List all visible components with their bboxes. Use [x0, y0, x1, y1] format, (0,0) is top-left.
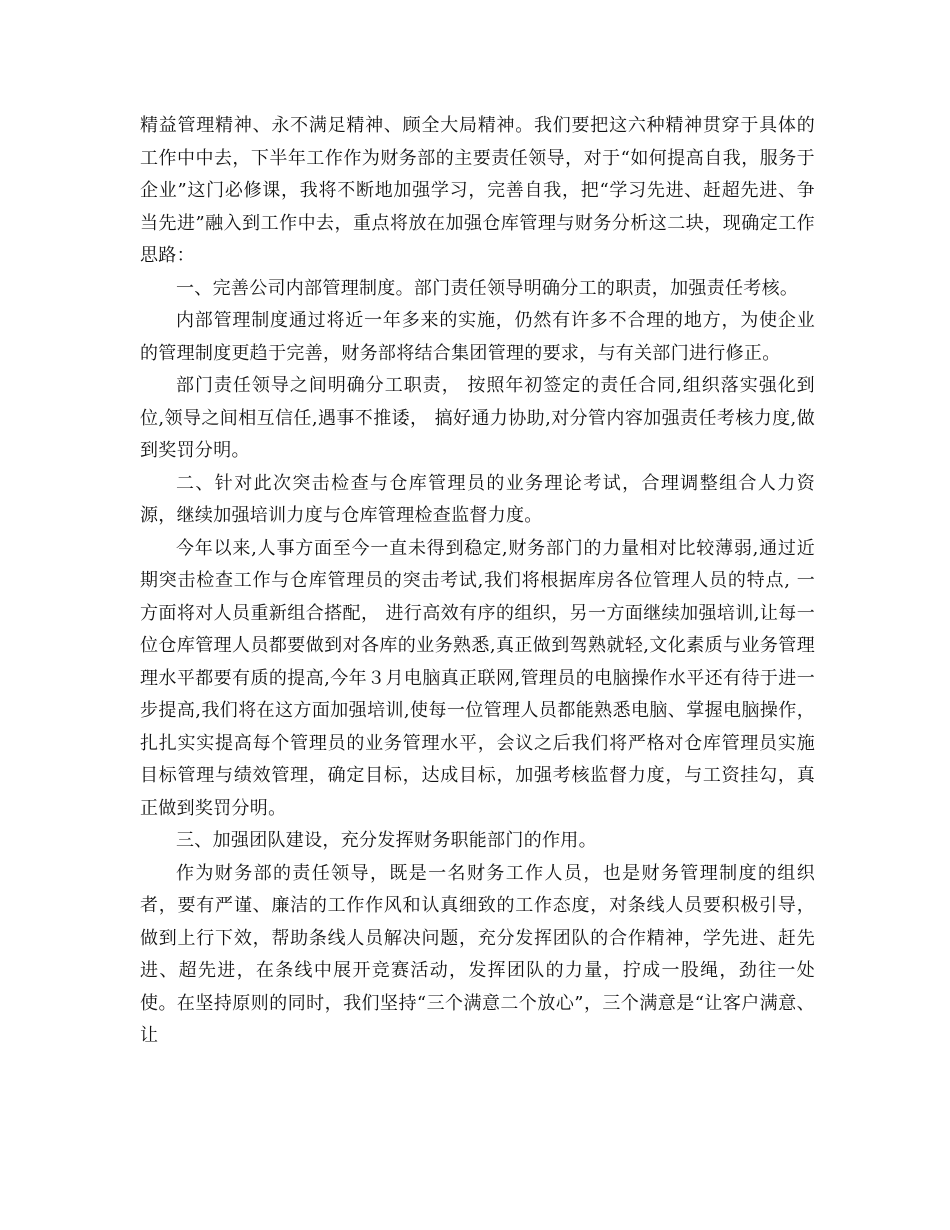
paragraph-section-2-body: 今年以来,人事方面至今一直未得到稳定,财务部门的力量相对比较薄弱,通过近期突击检查工作与仓库管理员的突击考试,我们将根据库房各位管理人员的特点, 一方面将对人员重新组合搭配， 进行高效有序的组织，另一方面继续加强培训,让每一位仓库管理人员都要做到对各库的业务熟悉,真正做到驾熟就轻,文化素质与业务管理理水平都要有质的提高,今年３月电脑真正联网,管理员的电脑操作水平还有待于进一步提高,我们将在这方面加强培训,使每一位管理人员都能熟悉电脑、掌握电脑操作，扎扎实实提高每个管理员的业务管理水平，会议之后我们将严格对仓库管理员实施目标管理与绩效管理，确定目标，达成目标，加强考核监督力度，与工资挂勾，真正做到奖罚分明。 — [140, 537, 815, 819]
paragraph-section-1-heading: 一、完善公司内部管理制度。部门责任领导明确分工的职责，加强责任考核。 — [176, 277, 799, 299]
paragraph-section-1-body-b: 部门责任领导之间明确分工职责， 按照年初签定的责任合同,组织落实强化到位,领导之间相互信任,遇事不推诿， 搞好通力协助,对分管内容加强责任考核力度,做到奖罚分明。 — [140, 375, 815, 461]
paragraph-section-3-body: 作为财务部的责任领导，既是一名财务工作人员，也是财务管理制度的组织者，要有严谨、廉洁的工作作风和认真细致的工作态度，对条线人员要积极引导，做到上行下效，帮助条线人员解决问题，充分发挥团队的合作精神，学先进、赶先进、超先进，在条线中展开竞赛活动，发挥团队的力量，拧成一股绳，劲往一处使。在坚持原则的同时，我们坚持“三个满意二个放心”，三个满意是“让客户满意、让 — [140, 862, 815, 1046]
paragraph-section-1-body-a: 内部管理制度通过将近一年多来的实施，仍然有许多不合理的地方，为使企业的管理制度更趋于完善，财务部将结合集团管理的要求，与有关部门进行修正。 — [140, 310, 815, 364]
document-body — [140, 110, 815, 1053]
paragraph-section-3-heading: 三、加强团队建设，充分发挥财务职能部门的作用。 — [176, 830, 597, 851]
paragraph-section-2-heading: 二、针对此次突击检查与仓库管理员的业务理论考试，合理调整组合人力资源，继续加强培训力度与仓库管理检查监督力度。 — [140, 472, 815, 526]
paragraph-intro: 精益管理精神、永不满足精神、顾全大局精神。我们要把这六种精神贯穿于具体的工作中中去，下半年工作作为财务部的主要责任领导，对于“如何提高自我，服务于企业”这门必修课，我将不断地加强学习，完善自我，把“学习先进、赶超先进、争当先进”融入到工作中去，重点将放在加强仓库管理与财务分析这二块，现确定工作思路： — [140, 115, 815, 266]
